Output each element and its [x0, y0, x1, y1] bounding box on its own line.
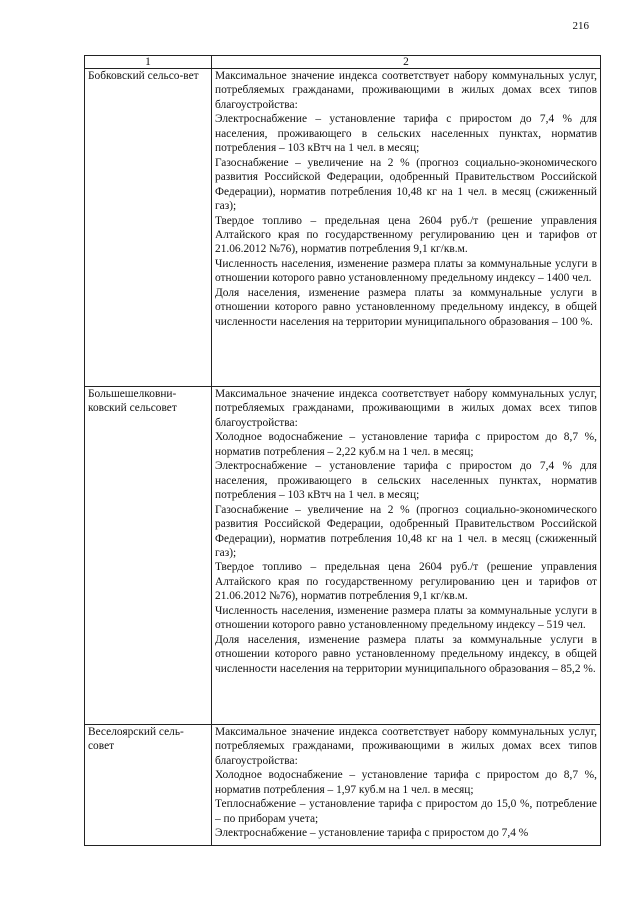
paragraph: Твердое топливо – предельная цена 2604 руб./т (решение управления Алтайского края по государственному регулированию цен и тарифов от 21.06.2012 №76), норматив потребления 9,1 кг/кв.м.: [215, 214, 597, 256]
paragraph: Холодное водоснабжение – установление тарифа с приростом до 8,7 %, норматив потребления – 1,97 куб.м на 1 чел. в месяц;: [215, 769, 597, 796]
paragraph: Газоснабжение – увеличение на 2 % (прогноз социально-экономического развития Российской Федерации, одобренный Правительством Российской Федерации), норматив потребления 10,48 кг на 1 чел. в месяц (сжиженный газ);: [215, 503, 597, 559]
paragraph: Численность населения, изменение размера платы за коммунальные услуги в отношении которого равно установленному предельному индексу – 519 чел.: [215, 604, 597, 632]
municipality-name: Большешелковни-ковский сельсовет: [85, 387, 212, 725]
table-header-row: [85, 56, 601, 69]
tariff-description: [212, 387, 601, 725]
table-row: [85, 387, 601, 725]
tariff-description: [212, 69, 601, 387]
paragraph: Твердое топливо – предельная цена 2604 руб./т (решение управления Алтайского края по государственному регулированию цен и тарифов от 21.06.2012 №76), норматив потребления 9,1 кг/кв.м.: [215, 561, 597, 603]
paragraph: Электроснабжение – установление тарифа с приростом до 7,4 % для населения, проживающего в сельских населенных пунктах, норматив потребления – 103 кВтч на 1 чел. в месяц;: [215, 113, 597, 155]
paragraph: Максимальное значение индекса соответствует набору коммунальных услуг, потребляемых гражданами, проживающими в жилых домах всех типов благоустройства:: [215, 70, 597, 111]
column-header-1: 1: [85, 56, 212, 69]
paragraph: Электроснабжение – установление тарифа с приростом до 7,4 % для населения, проживающего в сельских населенных пунктах, норматив потребления – 103 кВтч на 1 чел. в месяц;: [215, 460, 597, 502]
paragraph: Максимальное значение индекса соответствует набору коммунальных услуг, потребляемых гражданами, проживающими в жилых домах всех типов благоустройства:: [215, 388, 597, 429]
table-row: [85, 69, 601, 387]
table-row: [85, 725, 601, 846]
tariff-table: [84, 55, 601, 846]
paragraph: Холодное водоснабжение – установление тарифа с приростом до 8,7 %, норматив потребления – 2,22 куб.м на 1 чел. в месяц;: [215, 431, 597, 458]
municipality-name: Бобковский сельсо-вет: [85, 69, 212, 387]
paragraph: Доля населения, изменение размера платы за коммунальные услуги в отношении которого равно установленному предельному индексу, в общей численности населения на территории муниципального образования – 85,2 %.: [215, 633, 597, 675]
paragraph: Доля населения, изменение размера платы за коммунальные услуги в отношении которого равно установленному предельному индексу, в общей численности населения на территории муниципального образования – 100 %.: [215, 286, 597, 328]
paragraph: Численность населения, изменение размера платы за коммунальные услуги в отношении которого равно установленному предельному индексу – 1400 чел.: [215, 257, 597, 285]
paragraph: Газоснабжение – увеличение на 2 % (прогноз социально-экономического развития Российской Федерации, одобренный Правительством Российской Федерации), норматив потребления 10,48 кг на 1 чел. в месяц (сжиженный газ);: [215, 156, 597, 213]
municipality-name: Веселоярский сель-совет: [85, 725, 212, 846]
tariff-description: [212, 725, 601, 846]
page-number: 216: [572, 20, 589, 32]
column-header-2: 2: [212, 56, 601, 69]
paragraph: Теплоснабжение – установление тарифа с приростом до 15,0 %, потребление – по приборам учета;: [215, 798, 597, 825]
paragraph: Электроснабжение – установление тарифа с приростом до 7,4 %: [215, 827, 529, 840]
paragraph: Максимальное значение индекса соответствует набору коммунальных услуг, потребляемых гражданами, проживающими в жилых домах всех типов благоустройства:: [215, 726, 597, 767]
